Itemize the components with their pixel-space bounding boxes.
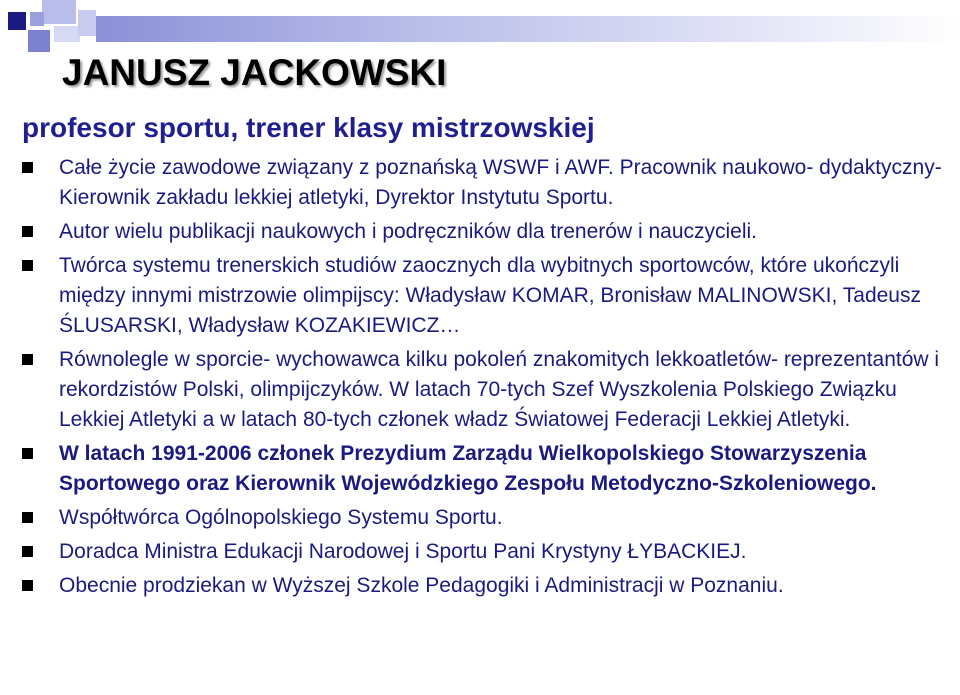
page-subtitle: profesor sportu, trener klasy mistrzowskiej [22, 112, 595, 143]
list-item-text: Doradca Ministra Edukacji Narodowej i Sportu Pani Krystyny ŁYBACKIEJ. [59, 540, 747, 563]
decor-square [8, 12, 26, 30]
square-bullet-icon [22, 580, 33, 591]
list-item [22, 503, 944, 533]
square-bullet-icon [22, 546, 33, 557]
square-bullet-icon [22, 162, 33, 173]
list-item [22, 153, 944, 213]
decor-square [30, 12, 44, 26]
decor-square [54, 26, 80, 42]
list-item-text: Autor wielu publikacji naukowych i podręczników dla trenerów i nauczycieli. [59, 220, 758, 243]
square-bullet-icon [22, 354, 33, 365]
list-item [22, 345, 944, 435]
decor-square [78, 10, 96, 36]
decor-square [42, 0, 76, 24]
list-item-text: Całe życie zawodowe związany z poznańską WSWF i AWF. Pracownik naukowo- dydaktyczny- Kierownik zakładu lekkiej atletyki, Dyrektor Instytutu Sportu. [59, 156, 942, 209]
list-item-text: Równolegle w sporcie- wychowawca kilku pokoleń znakomitych lekkoatletów- reprezentantów i rekordzistów Polski, olimpijczyków. W latach 70-tych Szef Wyszkolenia Polskiego Związku Lekkiej Atletyki a w latach 80-tych członek władz Światowej Federacji Lekkiej Atletyki. [59, 348, 940, 431]
list-item-text: W latach 1991-2006 członek Prezydium Zarządu Wielkopolskiego Stowarzyszenia Sportowego oraz Kierownik Wojewódzkiego Zespołu Metodyczno-Szkoleniowego. [59, 442, 877, 495]
bullet-list [22, 153, 944, 605]
list-item-text: Twórca systemu trenerskich studiów zaocznych dla wybitnych sportowców, które ukończyli między innymi mistrzowie olimpijscy: Władysław KOMAR, Bronisław MALINOWSKI, Tadeusz ŚLUSARSKI, Władysław KOZAKIEWICZ… [59, 254, 921, 337]
list-item [22, 217, 944, 247]
list-item [22, 439, 944, 499]
square-bullet-icon [22, 512, 33, 523]
list-item [22, 571, 944, 601]
list-item [22, 251, 944, 341]
decor-square [28, 30, 50, 52]
square-bullet-icon [22, 226, 33, 237]
list-item-text: Współtwórca Ogólnopolskiego Systemu Sportu. [59, 506, 503, 529]
list-item [22, 537, 944, 567]
square-bullet-icon [22, 448, 33, 459]
header-gradient-bar [96, 16, 960, 42]
square-bullet-icon [22, 260, 33, 271]
list-item-text: Obecnie prodziekan w Wyższej Szkole Pedagogiki i Administracji w Poznaniu. [59, 574, 784, 597]
page-title: JANUSZ JACKOWSKI [62, 52, 447, 93]
